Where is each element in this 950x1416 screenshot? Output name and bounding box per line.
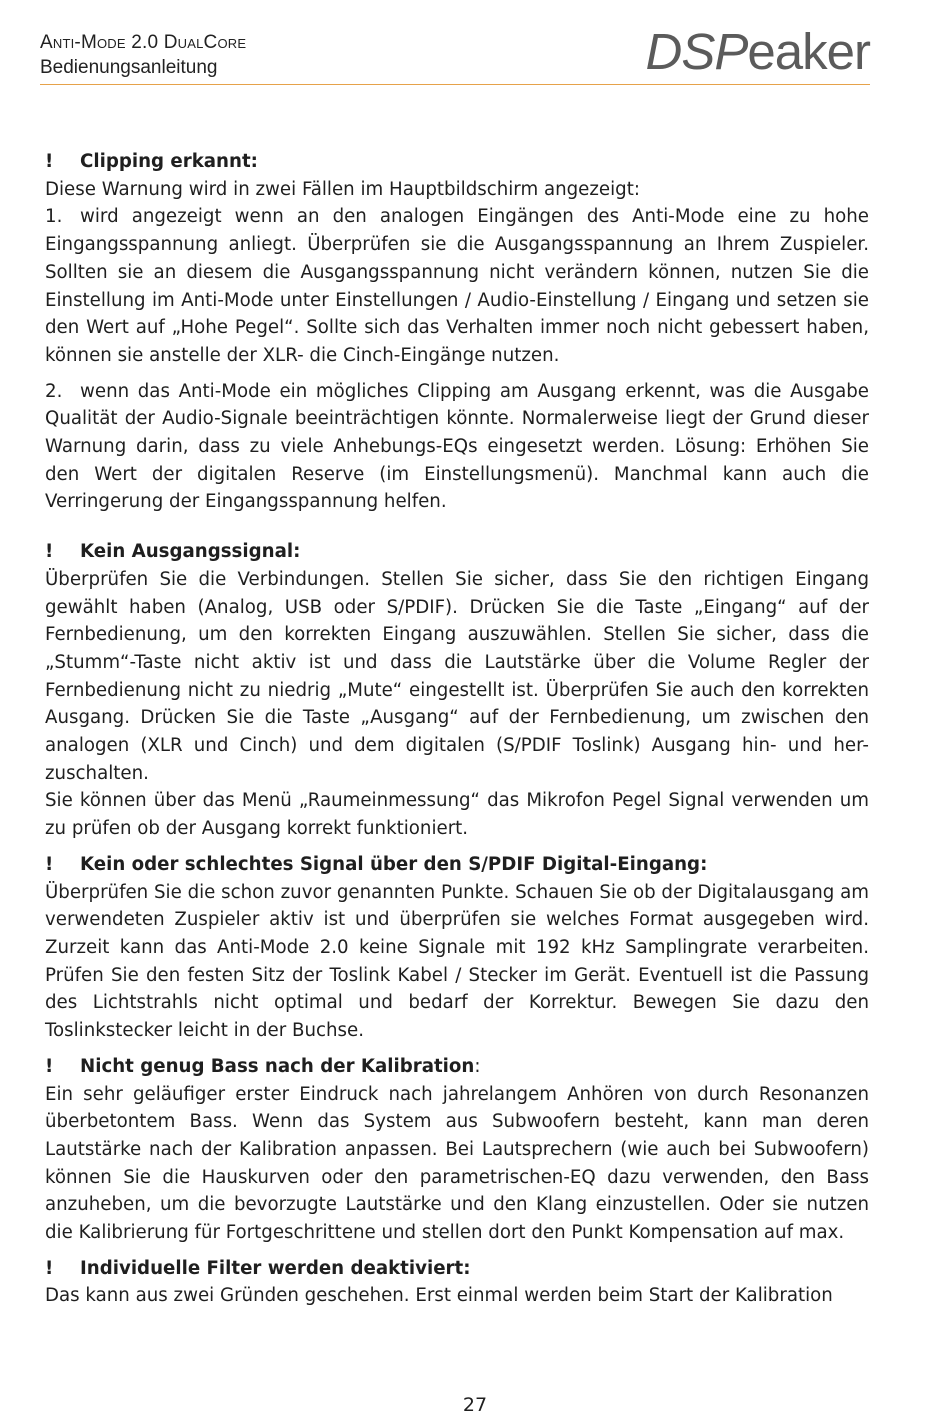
section-no-output <box>45 538 869 843</box>
list-text: wird angezeigt wenn an den analogen Eingängen des Anti-Mode eine zu hohe Eingangsspannung anliegt. Überprüfen sie die Ausgangsspannung an Ihrem Zuspieler. Sollten sie an diesem die Ausgangsspannung nicht verändern können, nutzen Sie die Einstellung im Anti-Mode unter Einstellungen / Audio-Einstellung / Eingang und setzen sie den Wert auf „Hohe Pegel“. Sollte sich das Verhalten immer noch nicht gebessert haben, können sie anstelle der XLR- die Cinch-Eingänge nutzen. <box>45 206 869 366</box>
section-heading <box>45 851 869 879</box>
section-heading <box>45 538 869 566</box>
heading-colon: : <box>474 1055 481 1077</box>
section-heading <box>45 1255 869 1283</box>
warning-mark: ! <box>45 853 54 875</box>
section-heading <box>45 1053 869 1081</box>
logo-rest-part: eaker <box>747 23 870 80</box>
list-item-1 <box>45 203 869 369</box>
product-name: Anti-Mode 2.0 DualCore <box>40 32 247 53</box>
section-body: Ein sehr geläufiger erster Eindruck nach jahrelangem Anhören von durch Resonanzen überbetontem Bass. Wenn das System aus Subwoofern besteht, kann man deren Lautstärke nach der Kalibration anpassen. Bei Lautsprechern (wie auch bei Subwoofern) können Sie die Hauskurven oder den parametrischen-EQ dazu verwenden, den Bass anzuheben, um die bevorzugte Lautstärke und den Klang einzustellen. Oder sie nutzen die Kalibrierung für Fortgeschrittene und stellen dort den Punkt Kompensation auf max. <box>45 1083 869 1244</box>
list-number: 2. <box>45 380 63 402</box>
heading-text: Clipping erkannt: <box>80 151 258 172</box>
section-intro: Diese Warnung wird in zwei Fällen im Hauptbildschirm angezeigt: <box>45 178 640 200</box>
logo-ds-part: DSP <box>645 23 748 80</box>
heading-text: Individuelle Filter werden deaktiviert: <box>80 1257 471 1279</box>
heading-text: Kein oder schlechtes Signal über den S/PDIF Digital-Eingang: <box>80 853 708 875</box>
section-bass <box>45 1053 869 1247</box>
section-clipping <box>45 148 869 516</box>
header-divider <box>40 84 870 85</box>
list-text: wenn das Anti-Mode ein mögliches Clipping am Ausgang erkennt, was die Ausgabe Qualität der Audio-Signale beeinträchtigen könnte. Normalerweise liegt der Grund dieser Warnung darin, dass zu viele Anhebungs-EQs eingesetzt werden. Lösung: Erhöhen Sie den Wert der digitalen Reserve (im Einstellungsmenü). Manchmal kann auch die Verringerung der Eingangsspannung helfen. <box>45 380 869 513</box>
section-body: Überprüfen Sie die Verbindungen. Stellen Sie sicher, dass Sie den richtigen Eingang gewählt haben (Analog, USB oder S/PDIF). Drücken Sie die Taste „Eingang“ auf der Fernbedienung, um den korrekten Eingang auszuwählen. Stellen Sie sicher, dass die „Stumm“-Taste nicht aktiv ist und dass die Lautstärke über die Volume Regler der Fernbedienung nicht zu niedrig „Mute“ eingestellt ist. Überprüfen Sie auch den korrekten Ausgang. Drücken Sie die Taste „Ausgang“ auf der Fernbedienung, um zwischen den analogen (XLR und Cinch) und dem digitalen (S/PDIF Toslink) Ausgang hin- und her-zuschalten. <box>45 568 869 784</box>
warning-mark: ! <box>45 1055 54 1077</box>
section-body: Sie können über das Menü „Raumeinmessung“ das Mikrofon Pegel Signal verwenden um zu prüfen ob der Ausgang korrekt funktioniert. <box>45 790 869 840</box>
section-filters <box>45 1255 869 1310</box>
warning-mark: ! <box>45 1257 54 1279</box>
warning-mark: ! <box>45 541 54 563</box>
document-subtitle: Bedienungsanleitung <box>40 57 218 78</box>
page-header <box>40 23 870 84</box>
page-number: 27 <box>462 1394 488 1416</box>
heading-text: Nicht genug Bass nach der Kalibration <box>80 1055 475 1077</box>
dspeaker-logo <box>645 23 870 80</box>
section-body: Überprüfen Sie die schon zuvor genannten Punkte. Schauen Sie ob der Digitalausgang am verwendeten Zuspieler aktiv ist und überprüfen sie welches Format ausgegeben wird. Zurzeit kann das Anti-Mode 2.0 keine Signale mit 192 kHz Samplingrate verarbeiten. Prüfen Sie den festen Sitz der Toslink Kabel / Stecker im Gerät. Eventuell ist die Passung des Lichtstrahls nicht optimal und bedarf der Korrektur. Bewegen Sie dazu den Toslinkstecker leicht in der Buchse. <box>45 881 869 1042</box>
section-heading <box>45 148 869 176</box>
warning-mark: ! <box>45 151 54 172</box>
section-spdif <box>45 851 869 1045</box>
list-number: 1. <box>45 206 63 228</box>
page-content <box>45 148 869 1310</box>
list-item-2 <box>45 378 869 517</box>
section-body: Das kann aus zwei Gründen geschehen. Erst einmal werden beim Start der Kalibration <box>45 1285 833 1307</box>
heading-text: Kein Ausgangssignal: <box>80 541 301 563</box>
